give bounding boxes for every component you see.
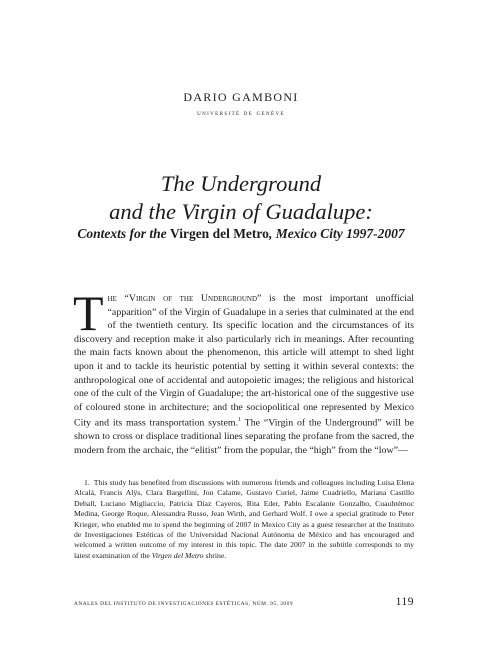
title-line-2: and the Virgin of Guadalupe: [109,199,373,224]
footnote-italic: Virgen del Metro [151,550,204,560]
body-text [73,285,414,457]
subtitle-roman: Virgen del Metro [169,226,269,241]
footnote-number: 1. [84,478,90,487]
footnote [74,478,414,561]
author-affiliation: université de genève [197,108,285,117]
page-footer [74,593,414,607]
page-number: 119 [395,596,414,608]
subtitle-prefix: Contexts for the [77,226,170,241]
author-name: DARIO GAMBONI [183,90,299,104]
subtitle-suffix: , Mexico City 1997-2007 [268,226,405,241]
body-paragraph-part-1: is the most important unofficial “apparition” of the Virgin of Guadalupe in a series that culminated at the end of the twentieth century. Its specific location and the circumstances of its discovery and reception make it also particularly rich in meanings. After recounting the main facts known about the phenomenon, this article will attempt to shed light upon it and to tackle its heuristic potential by setting it within several contexts: the anthropological one of accidental and autopoietic images; the religious and historical one of the cult of the Virgin of Guadalupe; the art-historical one of the suggestive use of coloured stone in architecture; and the sociopolitical one represented by Mexico City and its mass transportation system. [74,293,414,429]
drop-cap: T [73,285,104,341]
journal-citation: ANALES DEL INSTITUTO DE INVESTIGACIONES ESTÉTICAS, NÚM. 95, 2009 [74,601,294,607]
footnote-text-end: shrine. [203,550,227,560]
article-title [0,170,482,226]
footnote-text: This study has benefited from discussions with numerous friends and colleagues including Luisa Elena Alcalá, Francis Alÿs, Clara Bargellini, Jon Calame, Gustavo Curiel, Jaime Cuadriello, Mariana Castillo Deball, Luciano Migliaccio, Patricia Díaz Cayeros, Rita Eder, Pablo Escalante Gonzalbo, Cuauhtémoc Medina, George Roque, Alessandra Russo, Jean Wirth, and Gerhard Wolf. I owe a special gratitude to Peter Krieger, who enabled me to spend the beginning of 2007 in Mexico City as a guest researcher at the Instituto de Investigaciones Estéticas of the Universidad Nacional Autónoma de México and has encouraged and welcomed a written outcome of my interest in this topic. The date 2007 in the subtitle corresponds to my latest examination of the [74,478,414,560]
opening-small-caps: he “Virgin of the Underground” [107,293,262,304]
title-line-1: The Underground [160,171,322,196]
footnote-reference[interactable]: 1 [238,417,242,424]
article-subtitle [0,226,482,242]
body-paragraph-part-2: The “Virgin of the Underground” will be shown to cross or displace traditional lines separating the profane from the sacred, the modern from the archaic, the “elitist” from the popular, the “high” from the “low”— [74,417,414,456]
